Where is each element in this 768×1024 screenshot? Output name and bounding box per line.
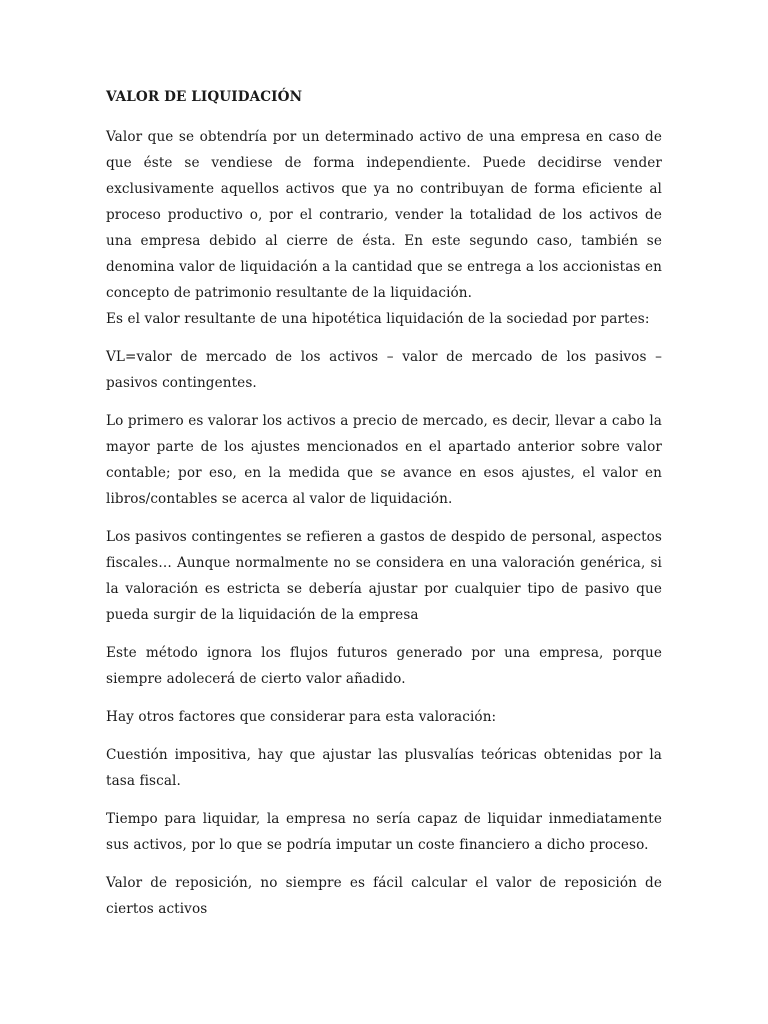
document-title: VALOR DE LIQUIDACIÓN	[106, 89, 303, 105]
paragraph-contingent-liabilities: Los pasivos contingentes se refieren a gastos de despido de personal, aspectos fiscales… Aunque normalmente no se considera en una valoración genérica, si la valoración es estricta se debería ajustar por cualquier tipo de pasivo que pueda surgir de la liquidación de la empresa	[106, 529, 662, 623]
paragraph-formula: VL=valor de mercado de los activos – valor de mercado de los pasivos – pasivos contingentes.	[106, 349, 662, 391]
paragraph-intro-formula: Es el valor resultante de una hipotética liquidación de la sociedad por partes:	[106, 311, 650, 327]
paragraph-definition: Valor que se obtendría por un determinado activo de una empresa en caso de que éste se vendiese de forma independiente. Puede decidirse vender exclusivamente aquellos activos que ya no contribuyan de forma eficiente al proceso productivo o, por el contrario, vender la totalidad de los activos de una empresa debido al cierre de ésta. En este segundo caso, también se denomina valor de liquidación a la cantidad que se entrega a los accionistas en concepto de patrimonio resultante de la liquidación.	[106, 129, 662, 301]
paragraph-time-factor: Tiempo para liquidar, la empresa no sería capaz de liquidar inmediatamente sus activos, por lo que se podría imputar un coste financiero a dicho proceso.	[106, 811, 662, 853]
paragraph-replacement-value: Valor de reposición, no siempre es fácil calcular el valor de reposición de ciertos activos	[106, 875, 662, 917]
paragraph-tax-factor: Cuestión impositiva, hay que ajustar las plusvalías teóricas obtenidas por la tasa fiscal.	[106, 747, 662, 789]
document-body	[106, 84, 662, 934]
paragraph-market-value: Lo primero es valorar los activos a precio de mercado, es decir, llevar a cabo la mayor parte de los ajustes mencionados en el apartado anterior sobre valor contable; por eso, en la medida que se avance en esos ajustes, el valor en libros/contables se acerca al valor de liquidación.	[106, 413, 662, 507]
paragraph-method-limitation: Este método ignora los flujos futuros generado por una empresa, porque siempre adolecerá de cierto valor añadido.	[106, 645, 662, 687]
paragraph-other-factors: Hay otros factores que considerar para esta valoración:	[106, 709, 497, 725]
